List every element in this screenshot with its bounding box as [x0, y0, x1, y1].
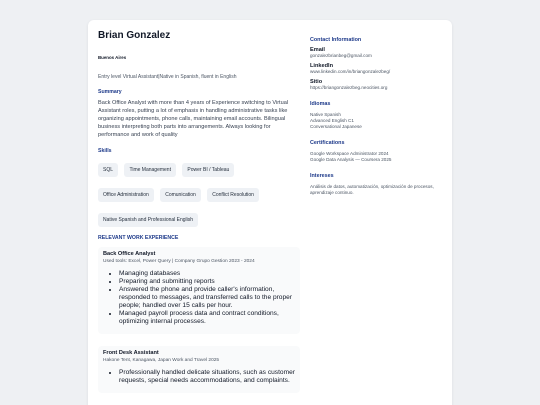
experience-heading: RELEVANT WORK EXPERIENCE: [98, 235, 179, 241]
job-meta: Used tools: Excel, Power Query | Company Grupo Gestion 2023 - 2024: [103, 259, 255, 264]
contact-section: [310, 37, 442, 91]
summary-text: Back Office Analyst with more than 4 years of Experience switching to Virtual Assistant roles, putting a lot of emphasis in handling administrative tasks like organizing appointments, phone calls, maintaining email accounts. Bilingual business interpreting both parts into arrangements. Always looking for performance and work of quality: [98, 100, 289, 138]
language-item: Native Spanish: [310, 112, 341, 117]
sidebar-column: [310, 37, 442, 206]
interests-section: [310, 173, 442, 196]
candidate-tagline: Entry level Virtual Assistant|Native in Spanish, fluent in English: [98, 74, 237, 80]
certifications-section: [310, 140, 442, 163]
job-bullets: [103, 270, 295, 326]
languages-section: [310, 101, 442, 130]
job-entry: [98, 346, 300, 393]
summary-heading: Summary: [98, 89, 122, 95]
job-meta: Hakone Tent, Kanagawa, Japan Work and Travel 2025: [103, 358, 220, 363]
language-item: Conversational Japanese: [310, 124, 362, 129]
skill-chip: SQL: [98, 163, 118, 177]
linkedin-link[interactable]: www.linkedin.com/in/briangonzalezbeg/: [310, 69, 391, 74]
job-bullet: • Managed payroll process data and contract conditions, optimizing internal processes.: [119, 310, 295, 326]
job-title: Front Desk Assistant: [103, 350, 159, 356]
job-title: Back Office Analyst: [103, 251, 156, 257]
main-column: [98, 30, 300, 393]
skill-chip: Office Administration: [98, 188, 154, 202]
skill-chip: Time Management: [124, 163, 176, 177]
email-label: Email: [310, 47, 325, 53]
linkedin-label: LinkedIn: [310, 63, 333, 69]
email-value[interactable]: gonzalezbrianbeg@gmail.com: [310, 53, 372, 58]
certifications-heading: Certifications: [310, 140, 345, 146]
languages-heading: Idiomas: [310, 101, 331, 107]
interests-text: Análisis de datos, automatización, optimización de procesos, aprendizaje continuo.: [310, 184, 434, 195]
job-bullets: [103, 369, 295, 385]
skill-chip: Native Spanish and Professional English: [98, 213, 198, 227]
contact-heading: Contact Information: [310, 37, 362, 43]
skill-chip: Comunication: [160, 188, 201, 202]
resume-card: [88, 20, 452, 405]
job-entry: [98, 247, 300, 334]
skill-chip: Conflict Resolution: [207, 188, 259, 202]
certification-item: Google Workspace Administrator 2024: [310, 151, 389, 156]
skill-chip: Power BI / Tableau: [182, 163, 234, 177]
certification-item: Google Data Analysis — Coursera 2025: [310, 157, 392, 162]
job-bullet: • Answered the phone and provide caller's information, responded to messages, and transferred calls to the proper people; handled over 15 calls per hour.: [119, 286, 295, 310]
language-item: Advanced English C1: [310, 118, 354, 123]
candidate-city: Buenos Aires: [98, 55, 127, 60]
candidate-name: Brian Gonzalez: [98, 30, 171, 41]
skills-heading: Skills: [98, 148, 112, 154]
job-bullet: • Managing databases: [119, 270, 295, 278]
site-link[interactable]: https://briangonzalezbeg.neocities.org: [310, 85, 388, 90]
job-bullet: • Professionally handled delicate situations, such as customer requests, special needs accommodations, and complaints.: [119, 369, 295, 385]
interests-heading: Intereses: [310, 173, 334, 179]
skills-list: [98, 158, 303, 233]
site-label: Sitio: [310, 79, 323, 85]
job-bullet: • Preparing and submitting reports: [119, 278, 295, 286]
